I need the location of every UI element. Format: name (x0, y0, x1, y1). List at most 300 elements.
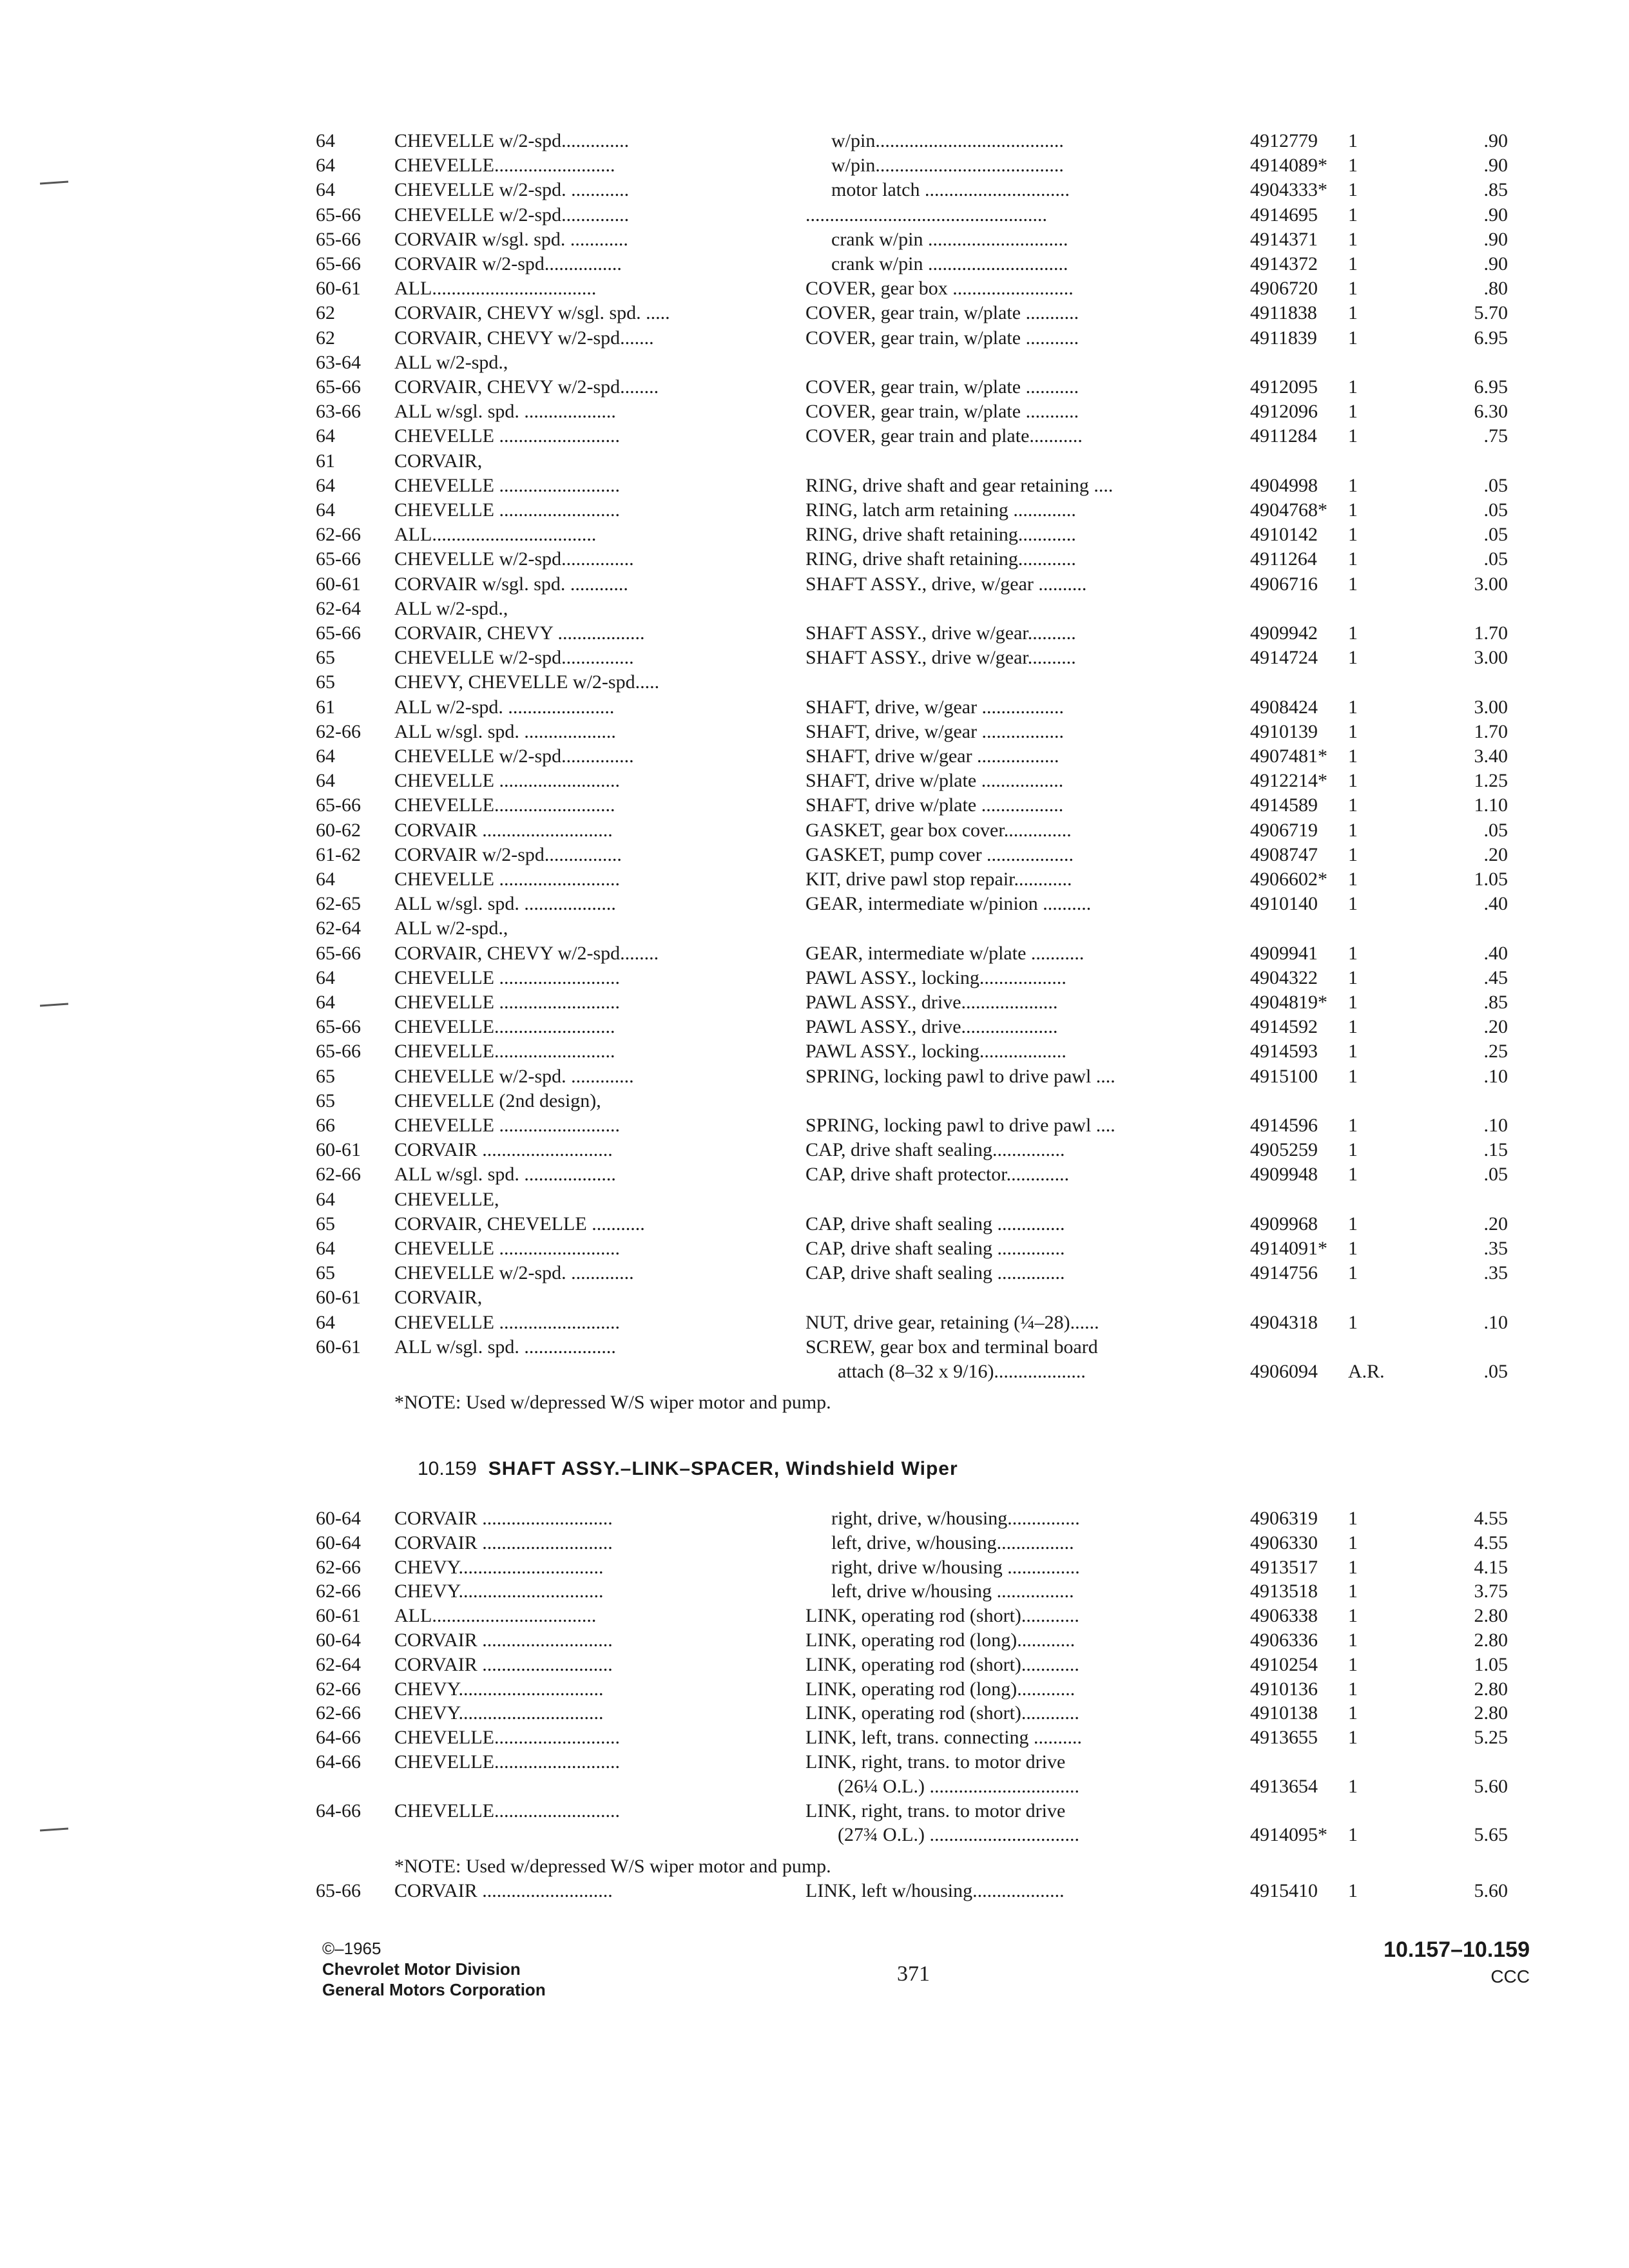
model-cell: ALL w/sgl. spd. ................... (394, 401, 616, 423)
description-cell: GASKET, gear box cover.............. (805, 819, 1072, 841)
model-cell: CORVAIR, CHEVY w/sgl. spd. ..... (394, 302, 670, 324)
year-cell: 60-61 (316, 573, 361, 595)
part-number-cell: 4914596 (1250, 1115, 1318, 1136)
description-cell: LINK, right, trans. to motor drive (805, 1800, 1066, 1821)
quantity-cell: 1 (1348, 253, 1358, 274)
table-row (0, 1311, 1629, 1335)
model-cell: CHEVELLE......................... (394, 155, 615, 177)
quantity-cell: 1 (1348, 1065, 1358, 1087)
quantity-cell: 1 (1348, 1556, 1358, 1578)
model-cell: CORVAIR ........................... (394, 1629, 613, 1651)
description-cell: SHAFT, drive w/gear ................. (805, 745, 1059, 767)
year-cell: 61 (316, 450, 335, 472)
model-cell: CHEVELLE ......................... (394, 1311, 620, 1333)
model-cell: ALL w/2-spd., (394, 351, 508, 373)
quantity-cell: 1 (1348, 819, 1358, 841)
description-cell: LINK, right, trans. to motor drive (805, 1751, 1066, 1773)
year-cell: 65 (316, 1213, 335, 1235)
model-cell: CHEVELLE ......................... (394, 425, 620, 447)
table-row (0, 1774, 1629, 1799)
price-cell: .25 (1483, 1041, 1508, 1062)
year-cell: 65-66 (316, 794, 361, 816)
part-number-cell: 4914593 (1250, 1041, 1318, 1062)
model-cell: CHEVY.............................. (394, 1581, 604, 1602)
year-cell: 65-66 (316, 548, 361, 570)
model-cell: CHEVELLE ......................... (394, 499, 620, 521)
year-cell: 65 (316, 647, 335, 669)
quantity-cell: 1 (1348, 869, 1358, 890)
description-cell: w/pin....................................... (831, 130, 1064, 151)
model-cell: CORVAIR, CHEVY w/2-spd........ (394, 942, 659, 964)
footnote-top: *NOTE: Used w/depressed W/S wiper motor and pump. (394, 1392, 831, 1413)
description-cell: SHAFT ASSY., drive, w/gear .......... (805, 573, 1087, 595)
table-row (0, 1628, 1629, 1653)
year-cell: 60-61 (316, 1605, 361, 1627)
quantity-cell: 1 (1348, 843, 1358, 865)
table-row (0, 1236, 1629, 1261)
table-row (0, 793, 1629, 818)
price-cell: 1.05 (1474, 1653, 1508, 1675)
model-cell: CHEVY.............................. (394, 1556, 604, 1578)
description-cell: COVER, gear train and plate........... (805, 425, 1083, 447)
description-cell: (27¾ O.L.) ............................... (838, 1824, 1079, 1846)
model-cell: CORVAIR w/sgl. spd. ............ (394, 573, 628, 595)
year-cell: 62-66 (316, 524, 361, 546)
price-cell: 3.00 (1474, 573, 1508, 595)
quantity-cell: 1 (1348, 228, 1358, 250)
quantity-cell: 1 (1348, 474, 1358, 496)
part-number-cell: 4904768* (1250, 499, 1327, 521)
description-cell: CAP, drive shaft protector............. (805, 1164, 1070, 1186)
description-cell: RING, drive shaft retaining............ (805, 524, 1076, 546)
part-number-cell: 4911839 (1250, 327, 1317, 349)
part-number-cell: 4913517 (1250, 1556, 1318, 1578)
quantity-cell: 1 (1348, 745, 1358, 767)
footer-section (1383, 1936, 1530, 1990)
year-cell: 60-61 (316, 1287, 361, 1309)
price-cell: .40 (1483, 942, 1508, 964)
description-cell: LINK, operating rod (short)............ (805, 1702, 1079, 1724)
model-cell: CORVAIR, CHEVY w/2-spd........ (394, 376, 659, 398)
description-cell: COVER, gear train, w/plate ........... (805, 302, 1079, 324)
description-cell: SHAFT, drive, w/gear ................. (805, 720, 1065, 742)
year-cell: 60-64 (316, 1532, 361, 1553)
year-cell: 62-64 (316, 918, 361, 939)
table-row (0, 252, 1629, 276)
year-cell: 64 (316, 179, 335, 201)
table-row (0, 424, 1629, 448)
table-row (0, 1335, 1629, 1360)
quantity-cell: 1 (1348, 401, 1358, 423)
part-number-cell: 4908424 (1250, 696, 1318, 718)
year-cell: 64 (316, 1238, 335, 1259)
description-cell: RING, drive shaft retaining............ (805, 548, 1076, 570)
year-cell: 65 (316, 1262, 335, 1284)
table-row (0, 744, 1629, 769)
description-cell: RING, drive shaft and gear retaining .... (805, 474, 1113, 496)
description-cell: LINK, left, trans. connecting .......... (805, 1727, 1083, 1749)
description-cell: GASKET, pump cover .................. (805, 843, 1074, 865)
description-cell: PAWL ASSY., drive.................... (805, 992, 1058, 1013)
part-number-cell: 4907481* (1250, 745, 1327, 767)
description-cell: motor latch .............................. (831, 179, 1070, 201)
year-cell: 64 (316, 745, 335, 767)
model-cell: CHEVELLE ......................... (394, 869, 620, 890)
year-cell: 64 (316, 130, 335, 151)
part-number-cell: 4906094 (1250, 1361, 1318, 1382)
year-cell: 62-64 (316, 597, 361, 619)
year-cell: 65-66 (316, 204, 361, 226)
part-number-cell: 4904322 (1250, 966, 1318, 988)
part-number-cell: 4906330 (1250, 1532, 1318, 1553)
table-row (0, 129, 1629, 153)
year-cell: 65-66 (316, 942, 361, 964)
description-cell: right, drive, w/housing............... (831, 1508, 1080, 1529)
year-cell: 64-66 (316, 1751, 361, 1773)
quantity-cell: 1 (1348, 1164, 1358, 1186)
model-cell: ALL.................................. (394, 278, 597, 300)
model-cell: CORVAIR ........................... (394, 1532, 613, 1553)
price-cell: 2.80 (1474, 1678, 1508, 1700)
description-cell: SPRING, locking pawl to drive pawl .... (805, 1115, 1115, 1136)
quantity-cell: 1 (1348, 1016, 1358, 1038)
part-number-cell: 4911284 (1250, 425, 1317, 447)
price-cell: .90 (1483, 253, 1508, 274)
quantity-cell: 1 (1348, 524, 1358, 546)
model-cell: CHEVELLE......................... (394, 1041, 615, 1062)
model-cell: CHEVELLE ......................... (394, 770, 620, 792)
year-cell: 64 (316, 425, 335, 447)
description-cell: SPRING, locking pawl to drive pawl .... (805, 1065, 1115, 1087)
table-row (0, 695, 1629, 720)
part-number-cell: 4904318 (1250, 1311, 1318, 1333)
price-cell: .15 (1483, 1139, 1508, 1161)
table-row (0, 1604, 1629, 1628)
table-row (0, 1039, 1629, 1064)
quantity-cell: 1 (1348, 1311, 1358, 1333)
description-cell: SCREW, gear box and terminal board (805, 1336, 1098, 1358)
price-cell: 5.65 (1474, 1824, 1508, 1846)
price-cell: .10 (1483, 1065, 1508, 1087)
price-cell: .90 (1483, 228, 1508, 250)
description-cell: left, drive w/housing ................ (831, 1581, 1074, 1602)
description-cell: right, drive w/housing ............... (831, 1556, 1080, 1578)
part-number-cell: 4906336 (1250, 1629, 1318, 1651)
model-cell: CHEVY.............................. (394, 1678, 604, 1700)
part-number-cell: 4910140 (1250, 893, 1318, 915)
description-cell: COVER, gear train, w/plate ........... (805, 327, 1079, 349)
year-cell: 66 (316, 1115, 335, 1136)
quantity-cell: 1 (1348, 794, 1358, 816)
part-number-cell: 4911264 (1250, 548, 1317, 570)
part-number-cell: 4914589 (1250, 794, 1318, 816)
part-number-cell: 4906720 (1250, 278, 1318, 300)
part-number-cell: 4912096 (1250, 401, 1318, 423)
price-cell: 5.60 (1474, 1775, 1508, 1797)
price-cell: .05 (1483, 524, 1508, 546)
description-cell: PAWL ASSY., locking.................. (805, 1041, 1066, 1062)
year-cell: 65-66 (316, 1880, 361, 1901)
quantity-cell: 1 (1348, 992, 1358, 1013)
price-cell: .80 (1483, 278, 1508, 300)
price-cell: .05 (1483, 1361, 1508, 1382)
year-cell: 62-66 (316, 1556, 361, 1578)
price-cell: 4.55 (1474, 1508, 1508, 1529)
model-cell: CHEVELLE ......................... (394, 992, 620, 1013)
price-cell: 1.25 (1474, 770, 1508, 792)
price-cell: 5.60 (1474, 1880, 1508, 1901)
year-cell: 64 (316, 770, 335, 792)
quantity-cell: 1 (1348, 1238, 1358, 1259)
table-row (0, 1879, 1629, 1903)
part-number-cell: 4904998 (1250, 474, 1318, 496)
table-row (0, 867, 1629, 892)
copyright: ©–1965 (322, 1939, 381, 1958)
model-cell: CORVAIR, CHEVY w/2-spd....... (394, 327, 654, 349)
quantity-cell: 1 (1348, 155, 1358, 177)
quantity-cell: 1 (1348, 942, 1358, 964)
part-number-cell: 4915410 (1250, 1880, 1318, 1901)
quantity-cell: 1 (1348, 1139, 1358, 1161)
year-cell: 63-64 (316, 351, 361, 373)
price-cell: .10 (1483, 1311, 1508, 1333)
model-cell: CHEVELLE (2nd design), (394, 1090, 601, 1111)
table-row (0, 326, 1629, 351)
year-cell: 62-66 (316, 1164, 361, 1186)
part-number-cell: 4904333* (1250, 179, 1327, 201)
year-cell: 64 (316, 474, 335, 496)
model-cell: CORVAIR, CHEVELLE ........... (394, 1213, 645, 1235)
description-cell: PAWL ASSY., drive.................... (805, 1016, 1058, 1038)
price-cell: 1.05 (1474, 869, 1508, 890)
description-cell: COVER, gear train, w/plate ........... (805, 401, 1079, 423)
table-row (0, 646, 1629, 670)
price-cell: 1.70 (1474, 720, 1508, 742)
quantity-cell: 1 (1348, 548, 1358, 570)
description-cell: (26¼ O.L.) ............................... (838, 1775, 1079, 1797)
price-cell: .85 (1483, 992, 1508, 1013)
quantity-cell: 1 (1348, 1653, 1358, 1675)
quantity-cell: 1 (1348, 1213, 1358, 1235)
model-cell: ALL w/sgl. spd. ................... (394, 720, 616, 742)
year-cell: 65 (316, 1090, 335, 1111)
model-cell: CHEVELLE, (394, 1188, 499, 1210)
description-cell: CAP, drive shaft sealing .............. (805, 1262, 1065, 1284)
price-cell: 3.00 (1474, 647, 1508, 669)
price-cell: 4.55 (1474, 1532, 1508, 1553)
table-row (0, 769, 1629, 793)
part-number-cell: 4905259 (1250, 1139, 1318, 1161)
quantity-cell: 1 (1348, 893, 1358, 915)
price-cell: 3.40 (1474, 745, 1508, 767)
price-cell: 5.25 (1474, 1727, 1508, 1749)
year-cell: 62-65 (316, 893, 361, 915)
model-cell: CORVAIR w/2-spd................ (394, 253, 622, 274)
model-cell: CORVAIR ........................... (394, 819, 613, 841)
part-number-cell: 4914724 (1250, 647, 1318, 669)
table-row (0, 301, 1629, 325)
price-cell: .20 (1483, 1016, 1508, 1038)
price-cell: 6.95 (1474, 376, 1508, 398)
description-cell: SHAFT ASSY., drive w/gear.......... (805, 647, 1076, 669)
year-cell: 62-66 (316, 1678, 361, 1700)
catalog-code: CCC (1490, 1966, 1530, 1986)
table-row (0, 547, 1629, 572)
part-number-cell: 4909941 (1250, 942, 1318, 964)
quantity-cell: 1 (1348, 1678, 1358, 1700)
table-row (0, 1677, 1629, 1702)
price-cell: .35 (1483, 1238, 1508, 1259)
price-cell: 2.80 (1474, 1702, 1508, 1724)
table-row (0, 892, 1629, 916)
table-row (0, 1138, 1629, 1162)
year-cell: 64-66 (316, 1727, 361, 1749)
table-row (0, 621, 1629, 646)
description-cell: SHAFT, drive, w/gear ................. (805, 696, 1065, 718)
year-cell: 65-66 (316, 1041, 361, 1062)
part-number-cell: 4913654 (1250, 1775, 1318, 1797)
model-cell: CORVAIR ........................... (394, 1653, 613, 1675)
price-cell: .75 (1483, 425, 1508, 447)
model-cell: CHEVELLE w/2-spd............... (394, 647, 634, 669)
quantity-cell: 1 (1348, 966, 1358, 988)
model-cell: ALL w/sgl. spd. ................... (394, 1164, 616, 1186)
part-number-cell: 4914095* (1250, 1824, 1327, 1846)
table-row (0, 523, 1629, 547)
model-cell: CHEVELLE ......................... (394, 1115, 620, 1136)
description-cell: LINK, operating rod (short)............ (805, 1653, 1079, 1675)
year-cell: 65 (316, 671, 335, 693)
page-number: 371 (897, 1962, 930, 1986)
year-cell: 64 (316, 992, 335, 1013)
part-number-cell: 4910142 (1250, 524, 1318, 546)
quantity-cell: 1 (1348, 1581, 1358, 1602)
year-cell: 64-66 (316, 1800, 361, 1821)
part-number-cell: 4906602* (1250, 869, 1327, 890)
part-number-cell: 4910139 (1250, 720, 1318, 742)
quantity-cell: 1 (1348, 1262, 1358, 1284)
description-cell: LINK, operating rod (long)............ (805, 1678, 1075, 1700)
table-row (0, 498, 1629, 523)
year-cell: 62 (316, 302, 335, 324)
table-row (0, 351, 1629, 375)
table-row (0, 1261, 1629, 1285)
description-cell: SHAFT ASSY., drive w/gear.......... (805, 622, 1076, 644)
table-row (0, 153, 1629, 178)
part-number-cell: 4912095 (1250, 376, 1318, 398)
table-row (0, 572, 1629, 597)
table-row (0, 1089, 1629, 1113)
quantity-cell: 1 (1348, 573, 1358, 595)
table-row (0, 1701, 1629, 1725)
table-row (0, 1113, 1629, 1138)
quantity-cell: 1 (1348, 278, 1358, 300)
year-cell: 65-66 (316, 376, 361, 398)
quantity-cell: 1 (1348, 622, 1358, 644)
year-cell: 62-66 (316, 720, 361, 742)
year-cell: 65-66 (316, 228, 361, 250)
quantity-cell: 1 (1348, 647, 1358, 669)
year-cell: 65-66 (316, 253, 361, 274)
part-number-cell: 4906338 (1250, 1605, 1318, 1627)
part-number-cell: 4911838 (1250, 302, 1317, 324)
model-cell: CHEVELLE ......................... (394, 1238, 620, 1259)
description-cell: attach (8–32 x 9/16)................... (838, 1361, 1086, 1382)
model-cell: ALL w/sgl. spd. ................... (394, 893, 616, 915)
table-row (0, 843, 1629, 867)
part-number-cell: 4910138 (1250, 1702, 1318, 1724)
year-cell: 65 (316, 1065, 335, 1087)
footnote-bottom: *NOTE: Used w/depressed W/S wiper motor and pump. (394, 1856, 831, 1877)
table-row (0, 203, 1629, 227)
model-cell: ALL w/2-spd., (394, 597, 508, 619)
part-number-cell: 4909968 (1250, 1213, 1318, 1235)
description-cell: GEAR, intermediate w/plate ........... (805, 942, 1084, 964)
model-cell: CHEVELLE.......................... (394, 1727, 620, 1749)
year-cell: 65-66 (316, 1016, 361, 1038)
quantity-cell: 1 (1348, 1508, 1358, 1529)
year-cell: 62-66 (316, 1581, 361, 1602)
table-row (0, 1187, 1629, 1212)
price-cell: .05 (1483, 548, 1508, 570)
year-cell: 60-64 (316, 1508, 361, 1529)
model-cell: CHEVELLE w/2-spd............... (394, 745, 634, 767)
model-cell: CHEVELLE......................... (394, 1016, 615, 1038)
price-cell: 6.30 (1474, 401, 1508, 423)
table-row (0, 1162, 1629, 1187)
year-cell: 63-66 (316, 401, 361, 423)
section-number: 10.159 (418, 1458, 477, 1479)
description-cell: LINK, operating rod (long)............ (805, 1629, 1075, 1651)
year-cell: 60-64 (316, 1629, 361, 1651)
description-cell: GEAR, intermediate w/pinion .......... (805, 893, 1092, 915)
model-cell: CORVAIR ........................... (394, 1880, 613, 1901)
model-cell: CHEVELLE ......................... (394, 474, 620, 496)
table-row (0, 1360, 1629, 1384)
description-cell: crank w/pin ............................. (831, 253, 1068, 274)
quantity-cell: 1 (1348, 1702, 1358, 1724)
part-number-cell: 4914756 (1250, 1262, 1318, 1284)
model-cell: CHEVELLE w/2-spd............... (394, 548, 634, 570)
year-cell: 62 (316, 327, 335, 349)
description-cell: w/pin....................................... (831, 155, 1064, 177)
quantity-cell: 1 (1348, 1629, 1358, 1651)
quantity-cell: 1 (1348, 179, 1358, 201)
price-cell: 3.75 (1474, 1581, 1508, 1602)
quantity-cell: 1 (1348, 499, 1358, 521)
year-cell: 64 (316, 966, 335, 988)
description-cell: LINK, operating rod (short)............ (805, 1605, 1079, 1627)
model-cell: CORVAIR, CHEVY .................. (394, 622, 645, 644)
price-cell: .10 (1483, 1115, 1508, 1136)
year-cell: 60-62 (316, 819, 361, 841)
model-cell: CORVAIR ........................... (394, 1139, 613, 1161)
table-row (0, 1015, 1629, 1039)
price-cell: 2.80 (1474, 1629, 1508, 1651)
price-cell: .20 (1483, 843, 1508, 865)
price-cell: .05 (1483, 819, 1508, 841)
part-number-cell: 4912214* (1250, 770, 1327, 792)
table-row (0, 597, 1629, 621)
year-cell: 64 (316, 155, 335, 177)
description-cell: crank w/pin ............................. (831, 228, 1068, 250)
table-row (0, 720, 1629, 744)
model-cell: CORVAIR w/sgl. spd. ............ (394, 228, 628, 250)
description-cell: .................................................. (805, 204, 1047, 226)
description-cell: left, drive, w/housing................ (831, 1532, 1074, 1553)
quantity-cell: 1 (1348, 1115, 1358, 1136)
part-number-cell: 4910254 (1250, 1653, 1318, 1675)
